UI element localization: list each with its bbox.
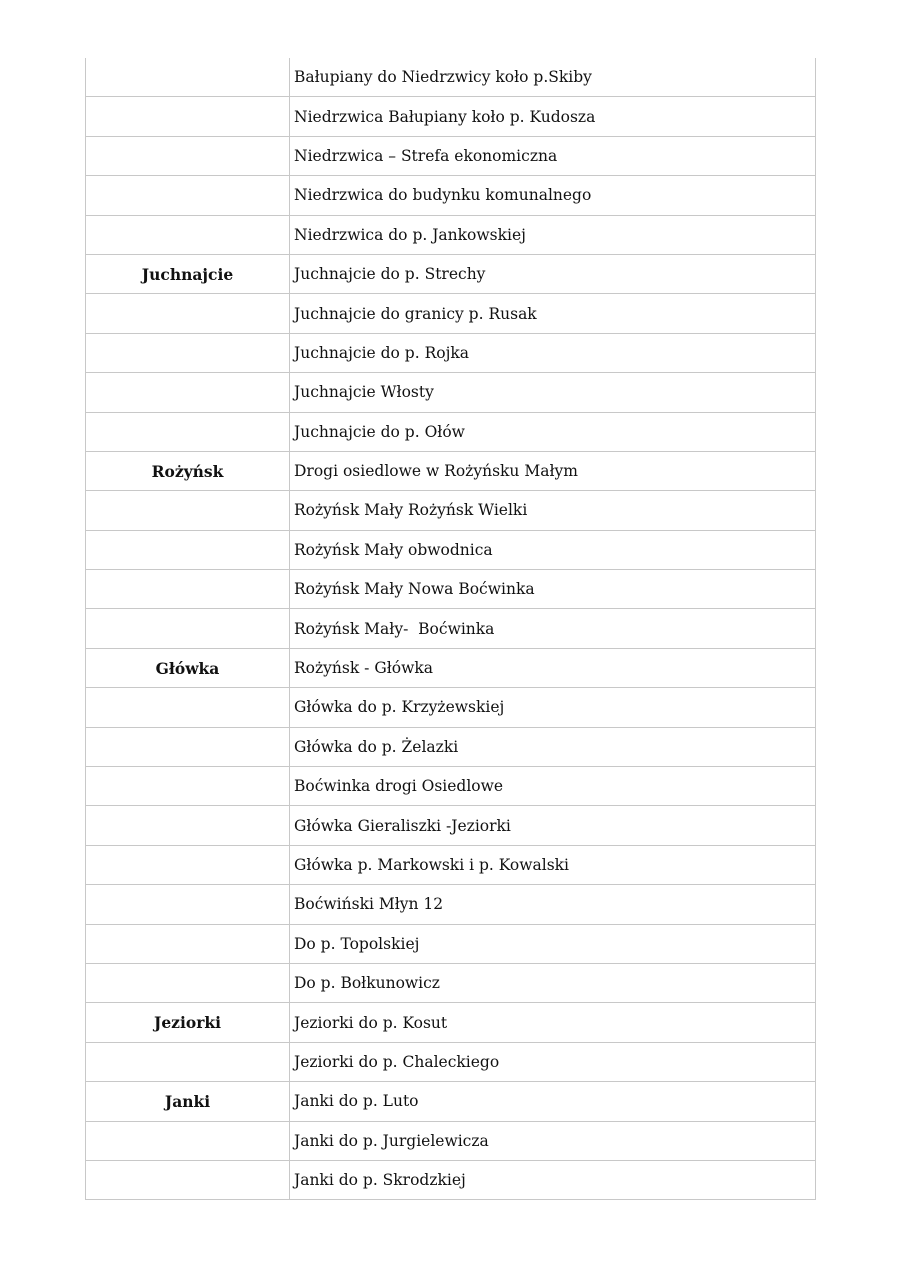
table-row <box>86 1042 816 1081</box>
roads-table-container <box>85 58 815 1200</box>
village-cell <box>86 767 290 806</box>
table-row <box>86 767 816 806</box>
table-row <box>86 530 816 569</box>
village-cell <box>86 1121 290 1160</box>
table-row <box>86 176 816 215</box>
table-row <box>86 333 816 372</box>
village-cell <box>86 688 290 727</box>
roads-table-body <box>86 58 816 1200</box>
road-cell: Rożyńsk Mały Rożyńsk Wielki <box>290 491 816 530</box>
table-row <box>86 924 816 963</box>
village-cell <box>86 1160 290 1199</box>
village-cell <box>86 294 290 333</box>
table-row <box>86 885 816 924</box>
road-cell: Juchnajcie do p. Rojka <box>290 333 816 372</box>
village-cell <box>86 215 290 254</box>
road-cell: Niedrzwica Bałupiany koło p. Kudosza <box>290 97 816 136</box>
road-cell: Jeziorki do p. Kosut <box>290 1003 816 1042</box>
road-cell: Główka do p. Żelazki <box>290 727 816 766</box>
road-cell: Boćwiński Młyn 12 <box>290 885 816 924</box>
table-row <box>86 648 816 687</box>
village-cell <box>86 491 290 530</box>
village-cell <box>86 412 290 451</box>
road-cell: Juchnajcie do granicy p. Rusak <box>290 294 816 333</box>
table-row <box>86 727 816 766</box>
village-cell: Janki <box>86 1082 290 1121</box>
table-row <box>86 215 816 254</box>
road-cell: Juchnajcie do p. Strechy <box>290 254 816 293</box>
village-cell <box>86 727 290 766</box>
road-cell: Rożyńsk Mały Nowa Boćwinka <box>290 570 816 609</box>
village-cell <box>86 58 290 97</box>
roads-table <box>85 58 816 1200</box>
table-row <box>86 609 816 648</box>
village-cell <box>86 97 290 136</box>
road-cell: Drogi osiedlowe w Rożyńsku Małym <box>290 451 816 490</box>
village-cell <box>86 1042 290 1081</box>
village-cell <box>86 885 290 924</box>
village-cell <box>86 373 290 412</box>
table-row <box>86 294 816 333</box>
village-cell <box>86 924 290 963</box>
village-cell: Rożyńsk <box>86 451 290 490</box>
table-row <box>86 491 816 530</box>
village-cell <box>86 530 290 569</box>
village-cell <box>86 136 290 175</box>
table-row <box>86 688 816 727</box>
village-cell: Jeziorki <box>86 1003 290 1042</box>
road-cell: Do p. Bołkunowicz <box>290 963 816 1002</box>
road-cell: Niedrzwica – Strefa ekonomiczna <box>290 136 816 175</box>
village-cell <box>86 333 290 372</box>
table-row <box>86 806 816 845</box>
road-cell: Niedrzwica do p. Jankowskiej <box>290 215 816 254</box>
table-row <box>86 570 816 609</box>
table-row <box>86 97 816 136</box>
village-cell: Juchnajcie <box>86 254 290 293</box>
table-row <box>86 1082 816 1121</box>
road-cell: Główka do p. Krzyżewskiej <box>290 688 816 727</box>
table-row <box>86 412 816 451</box>
table-row <box>86 1003 816 1042</box>
road-cell: Rożyńsk Mały obwodnica <box>290 530 816 569</box>
village-cell <box>86 609 290 648</box>
road-cell: Janki do p. Skrodzkiej <box>290 1160 816 1199</box>
table-row <box>86 58 816 97</box>
road-cell: Główka p. Markowski i p. Kowalski <box>290 845 816 884</box>
road-cell: Niedrzwica do budynku komunalnego <box>290 176 816 215</box>
road-cell: Janki do p. Jurgielewicza <box>290 1121 816 1160</box>
table-row <box>86 373 816 412</box>
village-cell <box>86 570 290 609</box>
village-cell <box>86 845 290 884</box>
table-row <box>86 845 816 884</box>
village-cell <box>86 963 290 1002</box>
village-cell <box>86 806 290 845</box>
road-cell: Rożyńsk Mały- Boćwinka <box>290 609 816 648</box>
table-row <box>86 451 816 490</box>
table-row <box>86 963 816 1002</box>
table-row <box>86 254 816 293</box>
table-row <box>86 1121 816 1160</box>
table-row <box>86 136 816 175</box>
road-cell: Bałupiany do Niedrzwicy koło p.Skiby <box>290 58 816 97</box>
road-cell: Juchnajcie do p. Ołów <box>290 412 816 451</box>
road-cell: Janki do p. Luto <box>290 1082 816 1121</box>
road-cell: Juchnajcie Włosty <box>290 373 816 412</box>
road-cell: Rożyńsk - Główka <box>290 648 816 687</box>
road-cell: Boćwinka drogi Osiedlowe <box>290 767 816 806</box>
table-row <box>86 1160 816 1199</box>
road-cell: Do p. Topolskiej <box>290 924 816 963</box>
road-cell: Jeziorki do p. Chaleckiego <box>290 1042 816 1081</box>
village-cell <box>86 176 290 215</box>
village-cell: Główka <box>86 648 290 687</box>
road-cell: Główka Gieraliszki -Jeziorki <box>290 806 816 845</box>
